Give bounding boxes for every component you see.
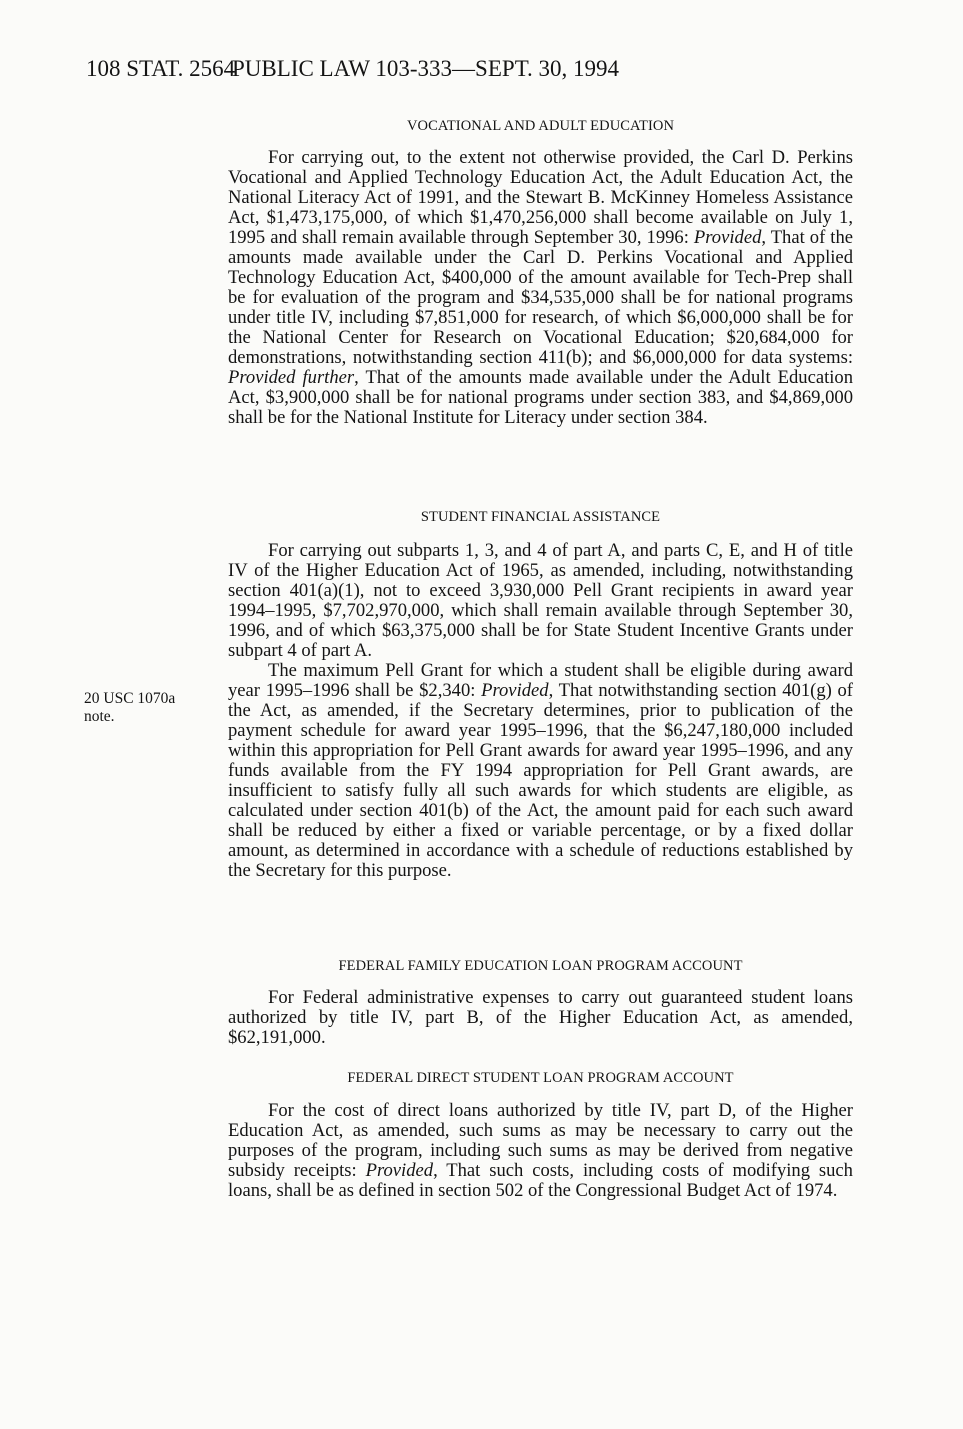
public-law-citation: PUBLIC LAW 103-333—SEPT. 30, 1994	[232, 56, 620, 81]
page-header	[86, 56, 903, 88]
text-run: , That notwithstanding section 401(g) of the Act, as amended, if the Secretary determines, prior to publication of the payment schedule for award year 1995–1996, that the $6,247,180,000 included within this appropriation for Pell Grant awards for award year 1995–1996, and any funds available from the FY 1994 appropriation for Pell Grant awards, are insufficient to satisfy fully all such awards for which students are eligible, as calculated under section 401(b) of the Act, the amount paid for each such award shall be reduced by either a fixed or variable percentage, or by a fixed dollar amount, as determined in accordance with a schedule of reductions established by the Secretary for this purpose.	[228, 680, 853, 881]
paragraph	[228, 541, 853, 661]
section-body-student-financial	[228, 541, 853, 881]
proviso-phrase: Provided	[693, 227, 762, 248]
margin-note-line: note.	[84, 708, 115, 725]
section-body-direct-loan	[228, 1101, 853, 1201]
text-run: , That such costs, including costs of modifying such loans, shall be as defined in section 502 of the Congressional Budget Act of 1974.	[228, 1160, 853, 1201]
proviso-phrase: Provided	[365, 1160, 434, 1181]
text-run: For Federal administrative expenses to carry out guaranteed student loans authorized by title IV, part B, of the Higher Education Act, as amended, $62,191,000.	[228, 987, 853, 1048]
paragraph	[228, 148, 853, 428]
section-heading-ffel: FEDERAL FAMILY EDUCATION LOAN PROGRAM ACCOUNT	[338, 958, 743, 974]
margin-note-usc-citation	[84, 690, 214, 726]
paragraph	[228, 1101, 853, 1201]
section-heading-direct-loan: FEDERAL DIRECT STUDENT LOAN PROGRAM ACCOUNT	[347, 1070, 734, 1086]
section-heading-vocational: VOCATIONAL AND ADULT EDUCATION	[406, 118, 675, 134]
section-heading-student-financial: STUDENT FINANCIAL ASSISTANCE	[420, 509, 661, 525]
paragraph	[228, 661, 853, 881]
text-run: , That of the amounts made available under the Carl D. Perkins Vocational and Applied Technology Education Act, $400,000 of the amount available for Tech-Prep shall be for evaluation of the program and $34,535,000 shall be for national programs under title IV, including $7,851,000 for research, of which $6,000,000 shall be for the National Center for Research on Vocational Education; $20,684,000 for demonstrations, notwithstanding section 411(b); and $6,000,000 for data systems:	[228, 227, 853, 368]
margin-note-line: 20 USC 1070a	[84, 690, 176, 707]
paragraph	[228, 988, 853, 1048]
statute-page-number: 108 STAT. 2564	[86, 56, 236, 81]
text-run: For the cost of direct loans authorized by title IV, part D, of the Higher Education Act, as amended, such sums as may be necessary to carry out the purposes of the program, including such sums as may be derived from negative subsidy receipts:	[228, 1100, 853, 1181]
text-run: , That of the amounts made available under the Adult Education Act, $3,900,000 shall be for national programs under section 383, and $4,869,000 shall be for the National Institute for Literacy under section 384.	[228, 367, 854, 428]
section-body-ffel	[228, 988, 853, 1048]
text-run: For carrying out subparts 1, 3, and 4 of part A, and parts C, E, and H of title IV of the Higher Education Act of 1965, as amended, including, notwithstanding section 401(a)(1), not to exceed 3,930,000 Pell Grant recipients in award year 1994–1995, $7,702,970,000, which shall remain available through September 30, 1996, and of which $63,375,000 shall be for State Student Incentive Grants under subpart 4 of part A.	[228, 540, 853, 661]
proviso-phrase: Provided	[481, 680, 549, 701]
text-run: For carrying out, to the extent not otherwise provided, the Carl D. Perkins Vocational and Applied Technology Education Act, the Adult Education Act, the National Literacy Act of 1991, and the Stewart B. McKinney Homeless Assistance Act, $1,473,175,000, of which $1,470,256,000 shall become available on July 1, 1995 and shall remain available through September 30, 1996:	[228, 147, 853, 248]
proviso-phrase: Provided further	[228, 367, 355, 388]
section-body-vocational	[228, 148, 853, 428]
text-run: The maximum Pell Grant for which a student shall be eligible during award year 1995–1996 shall be $2,340:	[228, 660, 853, 701]
